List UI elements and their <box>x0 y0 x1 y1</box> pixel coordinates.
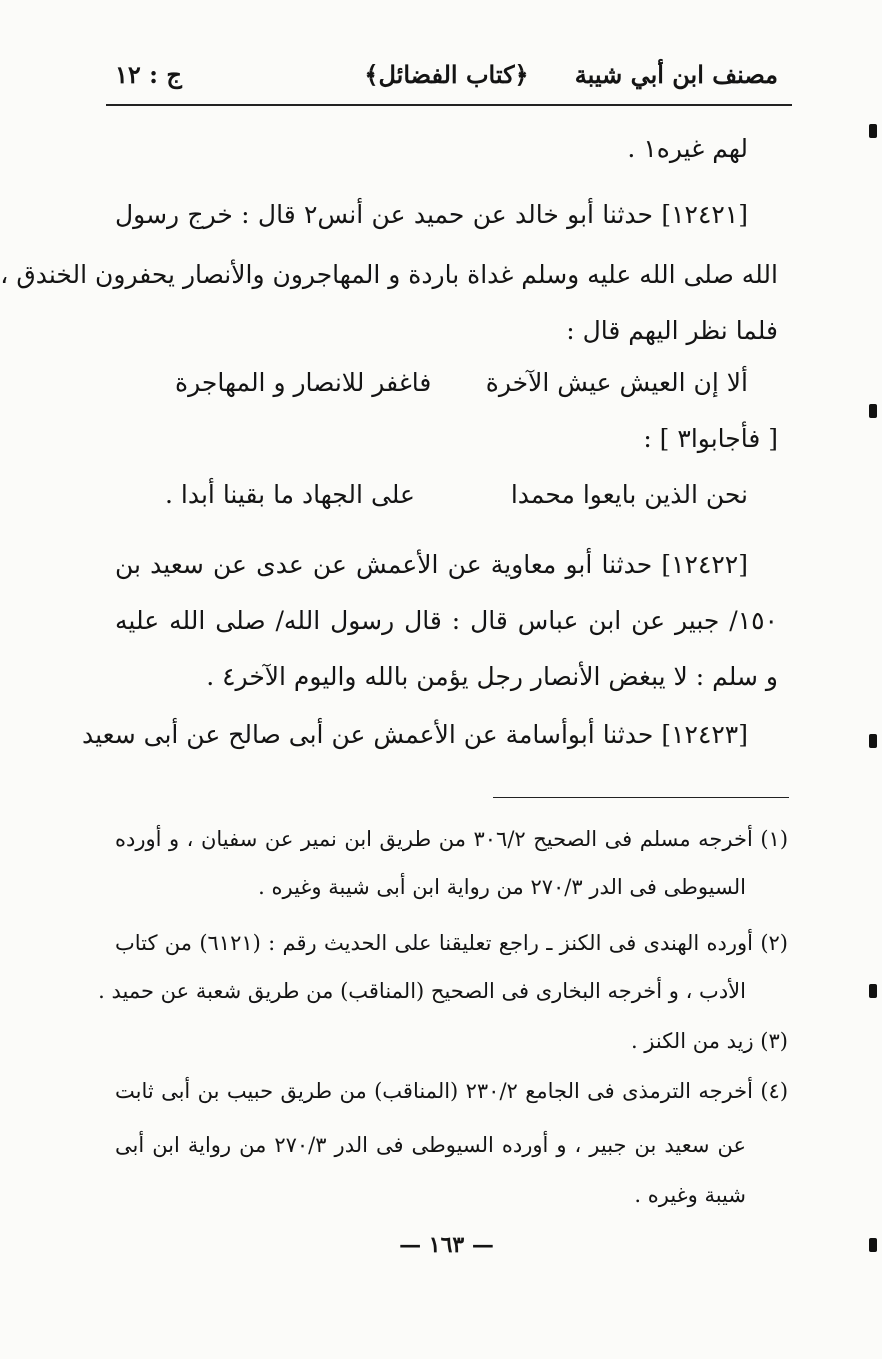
verse-2-first-hemistich: نحن الذين بايعوا محمدا <box>510 480 748 509</box>
header-rule <box>106 104 792 106</box>
hadith-12421-line-3: فلما نظر اليهم قال : <box>566 316 778 345</box>
margin-mark <box>869 734 877 748</box>
hadith-12422-line-3: و سلم : لا يبغض الأنصار رجل يؤمن بالله واليوم الآخر٤ . <box>206 662 778 691</box>
verse-1-second-hemistich: فاغفر للانصار و المهاجرة <box>175 368 432 397</box>
margin-mark <box>869 404 877 418</box>
text-line-continuation: لهم غيره١ . <box>627 134 748 163</box>
footnote-4-line-2: عن سعيد بن جبير ، و أورده السيوطى فى الدر ٢٧٠/٣ من رواية ابن أبى <box>115 1133 746 1157</box>
hadith-12421-response: [ فأجابوا٣ ] : <box>643 424 778 453</box>
hadith-12423-line-1: [١٢٤٢٣] حدثنا أبوأسامة عن الأعمش عن أبى صالح عن أبى سعيد <box>82 720 748 749</box>
hadith-12422-line-1: [١٢٤٢٢] حدثنا أبو معاوية عن الأعمش عن عدى عن سعيد بن <box>115 550 748 579</box>
footnote-4-line-3: شيبة وغيره . <box>634 1183 746 1207</box>
footnote-rule <box>493 797 789 798</box>
hadith-12422-line-2: ١٥٠/ جبير عن ابن عباس قال : قال رسول الله/ صلى الله عليه <box>115 606 778 635</box>
footnote-2-line-2: الأدب ، و أخرجه البخارى فى الصحيح (المناقب) من طريق شعبة عن حميد . <box>98 979 746 1003</box>
footnote-1-line-2: السيوطى فى الدر ٢٧٠/٣ من رواية ابن أبى شيبة وغيره . <box>258 875 746 899</box>
footnote-1-line-1: (١) أخرجه مسلم فى الصحيح ٣٠٦/٢ من طريق ابن نمير عن سفيان ، و أورده <box>115 827 789 851</box>
margin-mark <box>869 984 877 998</box>
footnote-3: (٣) زيد من الكنز . <box>630 1029 788 1053</box>
main-text <box>0 122 778 762</box>
hadith-12421-line-2: الله صلى الله عليه وسلم غداة باردة و المهاجرون والأنصار يحفرون الخندق ، <box>0 260 778 289</box>
footnote-2-line-1: (٢) أورده الهندى فى الكنز ـ راجع تعليقنا على الحديث رقم : (٦١٢١) من كتاب <box>115 931 788 955</box>
volume-number: ج : ١٢ <box>115 60 182 89</box>
verse-1-first-hemistich: ألا إن العيش عيش الآخرة <box>485 368 748 397</box>
margin-mark <box>869 124 877 138</box>
section-title: ﴿كتاب الفضائل﴾ <box>364 60 529 89</box>
page-number: — ١٦٣ — <box>399 1232 494 1258</box>
book-title: مصنف ابن أبي شيبة <box>574 60 778 89</box>
verse-2-second-hemistich: على الجهاد ما بقينا أبدا . <box>165 480 415 509</box>
footnote-4-line-1: (٤) أخرجه الترمذى فى الجامع ٢٣٠/٢ (المناقب) من طريق حبيب بن أبى ثابت <box>115 1079 789 1103</box>
hadith-12421-line-1: [١٢٤٢١] حدثنا أبو خالد عن حميد عن أنس٢ قال : خرج رسول <box>115 200 748 229</box>
margin-mark <box>869 1238 877 1252</box>
running-header <box>115 52 778 102</box>
